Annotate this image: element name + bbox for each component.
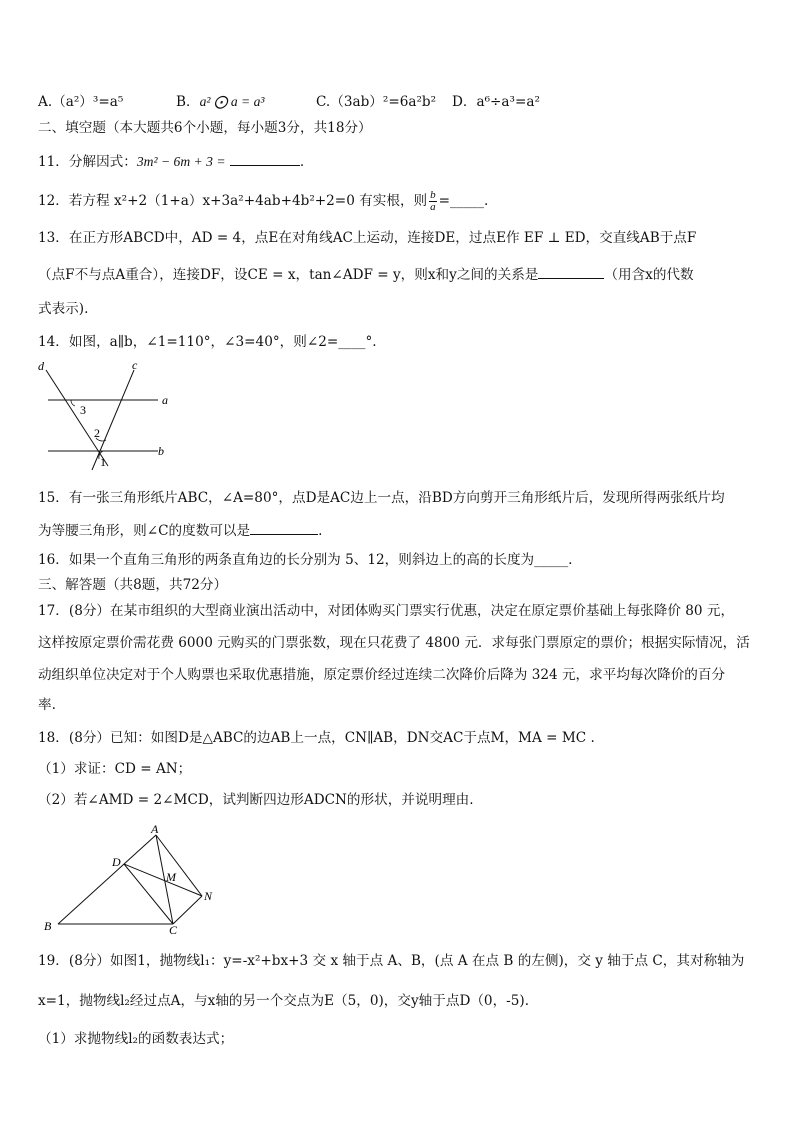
question-18-sub-1: （1）求证：CD = AN； (38, 761, 192, 777)
label-N: N (204, 889, 213, 903)
option-b-math: a² ⨀ a = a³ (199, 94, 265, 109)
question-17-line-3: 动组织单位决定对于个人购票也采取优惠措施，原定票价经过连续二次降价后降为 324 元，求平均每次降价的百分 (38, 667, 726, 683)
label-M: M (166, 870, 176, 884)
q15-line2-text: 为等腰三角形，则∠C的度数可以是 (38, 523, 251, 539)
label-C: C (169, 923, 178, 935)
question-17-line-1: 17．(8分）在某市组织的大型商业演出活动中，对团体购买门票实行优惠，决定在原定票价基础上每张降价 80 元， (38, 603, 735, 619)
q11-blank (230, 151, 300, 166)
label-angle-2: 2 (94, 426, 100, 440)
question-19-sub-1: （1）求抛物线l₂的函数表达式； (38, 1031, 234, 1047)
label-a: a (162, 393, 168, 407)
question-13-line-3: 式表示). (38, 301, 89, 317)
label-angle-3: 3 (80, 403, 86, 417)
q14-parallel-lines-figure (36, 358, 186, 473)
section-2-title: 二、填空题（本大题共6个小题，每小题3分，共18分） (38, 120, 372, 136)
question-19-line-1: 19．(8分）如图1，抛物线l₁：y=-x²+bx+3 交 x 轴于点 A、B，(点 A 在点 B 的左侧)，交 y 轴于点 C，其对称轴为 (38, 953, 745, 969)
q15-blank (250, 520, 318, 535)
segment-cn (173, 896, 202, 924)
side-ab (58, 835, 156, 924)
line-d (46, 370, 108, 466)
q12-fraction (429, 190, 437, 213)
question-18-sub-2: （2）若∠AMD = 2∠MCD，试判断四边形ADCN的形状，并说明理由. (38, 792, 474, 808)
option-d: D．a⁶÷a³=a² (452, 94, 540, 110)
question-16: 16．如果一个直角三角形的两条直角边的长分别为 5、12，则斜边上的高的长度为_____. (38, 552, 573, 568)
q11-math: 3m² − 6m + 3 = (136, 154, 226, 169)
section-3-title: 三、解答题（共8题，共72分） (38, 577, 228, 593)
question-12 (38, 190, 488, 213)
q18-triangle-figure (36, 820, 226, 935)
option-c: C.（3ab）²=6a²b² (316, 94, 437, 110)
label-d: d (38, 359, 44, 373)
option-b-label: B． (176, 94, 200, 110)
question-14: 14．如图，a∥b，∠1=110°，∠3=40°，则∠2=____°. (38, 334, 377, 350)
question-11 (38, 151, 304, 171)
q13-line2-b: （用含x的代数 (604, 267, 694, 283)
question-13-line-2 (38, 264, 694, 284)
q11-text: 11．分解因式： (38, 154, 137, 170)
q12-frac-num: b (430, 189, 436, 201)
q13-line2-a: （点F不与点A重合），连接DF，设CE = x，tan∠ADF = y，则x和y之间的关系是 (38, 267, 539, 283)
question-19-line-2: x=1，抛物线l₂经过点A，与x轴的另一个交点为E（5，0)，交y轴于点D（0，-5). (38, 993, 530, 1009)
label-b: b (158, 444, 164, 458)
question-15-line-1: 15．有一张三角形纸片ABC，∠A=80°，点D是AC边上一点，沿BD方向剪开三角形纸片后，发现所得两张纸片均 (38, 490, 725, 506)
q12-frac-den: a (430, 201, 436, 213)
line-c (92, 370, 134, 470)
question-13-line-1: 13．在正方形ABCD中，AD = 4，点E在对角线AC上运动，连接DE，过点E作 EF ⊥ ED，交直线AB于点F (38, 230, 697, 246)
q15-tail: . (318, 523, 323, 539)
question-15-line-2 (38, 520, 322, 540)
label-D: D (112, 855, 121, 869)
label-angle-1: 1 (100, 455, 106, 469)
label-A: A (151, 822, 159, 836)
question-18-line-1: 18．(8分）已知：如图D是△ABC的边AB上一点，CN∥AB，DN交AC于点M，MA = MC . (38, 730, 595, 746)
question-17-line-2: 这样按原定票价需花费 6000 元购买的门票张数，现在只花费了 4800 元．求每张门票原定的票价；根据实际情况，活 (38, 635, 750, 651)
angle-3-arc (71, 400, 75, 406)
option-b (176, 90, 265, 110)
label-B: B (44, 919, 52, 933)
question-17-line-4: 率. (38, 697, 56, 713)
option-a: A.（a²）³=a⁵ (38, 94, 124, 110)
q12-tail: =_____. (438, 193, 489, 209)
label-c: c (132, 358, 138, 372)
q11-tail: . (299, 154, 305, 170)
q13-blank (538, 264, 604, 279)
q12-text: 12．若方程 x²+2（1+a）x+3a²+4ab+4b²+2=0 有实根，则 (38, 193, 428, 209)
